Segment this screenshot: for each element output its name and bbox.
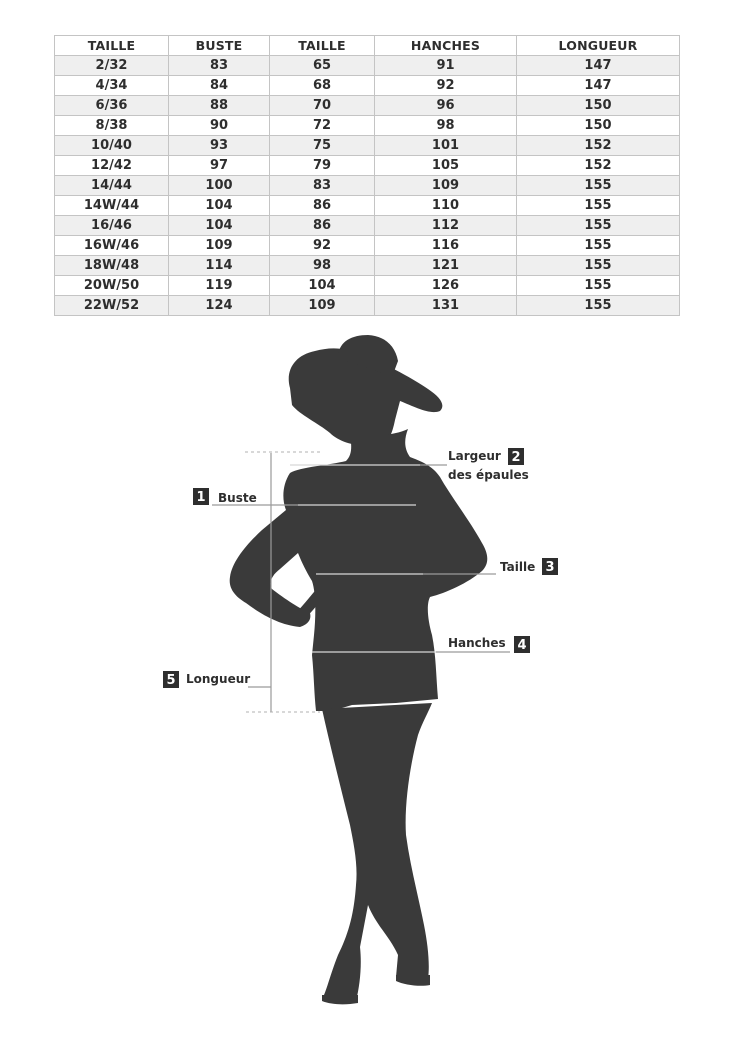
cell-hips: 131 — [375, 296, 517, 316]
table-row — [55, 236, 680, 256]
cell-waist: 68 — [270, 76, 375, 96]
badge-2-number: 2 — [511, 450, 521, 465]
cell-length: 147 — [517, 56, 680, 76]
label-hips — [448, 636, 530, 653]
cell-waist: 70 — [270, 96, 375, 116]
legs — [322, 703, 432, 1001]
cell-waist: 83 — [270, 176, 375, 196]
cell-length: 152 — [517, 156, 680, 176]
cell-hips: 110 — [375, 196, 517, 216]
cell-size: 14W/44 — [55, 196, 169, 216]
cell-bust: 93 — [169, 136, 270, 156]
shoulders-label-line1: Largeur — [448, 449, 501, 463]
cell-bust: 124 — [169, 296, 270, 316]
cell-bust: 88 — [169, 96, 270, 116]
cell-hips: 121 — [375, 256, 517, 276]
label-length — [163, 671, 250, 688]
cell-size: 2/32 — [55, 56, 169, 76]
cell-length: 155 — [517, 296, 680, 316]
right-shoe — [396, 975, 430, 986]
cell-bust: 104 — [169, 216, 270, 236]
cell-length: 155 — [517, 236, 680, 256]
cell-hips: 126 — [375, 276, 517, 296]
cell-size: 18W/48 — [55, 256, 169, 276]
cell-waist: 72 — [270, 116, 375, 136]
cell-length: 155 — [517, 276, 680, 296]
cell-length: 147 — [517, 76, 680, 96]
cell-length: 152 — [517, 136, 680, 156]
cell-length: 155 — [517, 176, 680, 196]
cell-hips: 92 — [375, 76, 517, 96]
cell-waist: 79 — [270, 156, 375, 176]
size-table — [54, 35, 680, 316]
cell-hips: 101 — [375, 136, 517, 156]
cell-hips: 98 — [375, 116, 517, 136]
cell-size: 12/42 — [55, 156, 169, 176]
cell-size: 8/38 — [55, 116, 169, 136]
table-row — [55, 56, 680, 76]
woman-silhouette — [230, 335, 488, 1004]
header-longueur: LONGUEUR — [517, 36, 680, 56]
table-row — [55, 256, 680, 276]
cell-size: 4/34 — [55, 76, 169, 96]
cell-hips: 96 — [375, 96, 517, 116]
cell-length: 155 — [517, 196, 680, 216]
cell-hips: 91 — [375, 56, 517, 76]
bust-label: Buste — [218, 491, 257, 505]
cell-bust: 90 — [169, 116, 270, 136]
cell-bust: 114 — [169, 256, 270, 276]
cell-bust: 83 — [169, 56, 270, 76]
cell-size: 16/46 — [55, 216, 169, 236]
left-shoe — [322, 995, 358, 1004]
badge-3-number: 3 — [545, 560, 555, 575]
cell-hips: 112 — [375, 216, 517, 236]
waist-label: Taille — [500, 560, 536, 574]
cell-hips: 116 — [375, 236, 517, 256]
cell-size: 20W/50 — [55, 276, 169, 296]
cell-waist: 98 — [270, 256, 375, 276]
cell-bust: 104 — [169, 196, 270, 216]
length-label: Longueur — [186, 672, 251, 686]
cell-bust: 109 — [169, 236, 270, 256]
cell-length: 150 — [517, 96, 680, 116]
badge-1-number: 1 — [196, 490, 206, 505]
table-row — [55, 76, 680, 96]
cell-size: 14/44 — [55, 176, 169, 196]
table-body — [55, 56, 680, 316]
table-row — [55, 136, 680, 156]
label-waist — [500, 558, 558, 575]
cell-length: 155 — [517, 216, 680, 236]
badge-4-number: 4 — [517, 638, 527, 653]
cell-waist: 86 — [270, 196, 375, 216]
label-bust — [193, 488, 257, 505]
table-row — [55, 116, 680, 136]
table-row — [55, 156, 680, 176]
cell-hips: 109 — [375, 176, 517, 196]
cell-size: 16W/46 — [55, 236, 169, 256]
cell-length: 155 — [517, 256, 680, 276]
cell-waist: 86 — [270, 216, 375, 236]
table-row — [55, 276, 680, 296]
table-row — [55, 176, 680, 196]
cell-length: 150 — [517, 116, 680, 136]
cell-size: 10/40 — [55, 136, 169, 156]
table-row — [55, 216, 680, 236]
header-taille-waist: TAILLE — [270, 36, 375, 56]
measurement-diagram — [0, 325, 734, 1042]
table-header-row — [55, 36, 680, 56]
badge-5-number: 5 — [166, 673, 176, 688]
header-hanches: HANCHES — [375, 36, 517, 56]
cell-size: 22W/52 — [55, 296, 169, 316]
cell-hips: 105 — [375, 156, 517, 176]
cell-waist: 92 — [270, 236, 375, 256]
cell-size: 6/36 — [55, 96, 169, 116]
cell-waist: 104 — [270, 276, 375, 296]
shoulders-label-line2: des épaules — [448, 468, 529, 482]
label-shoulders — [448, 448, 529, 482]
header-taille: TAILLE — [55, 36, 169, 56]
cell-bust: 100 — [169, 176, 270, 196]
table-row — [55, 196, 680, 216]
table-row — [55, 296, 680, 316]
cell-bust: 97 — [169, 156, 270, 176]
header-buste: BUSTE — [169, 36, 270, 56]
cell-waist: 75 — [270, 136, 375, 156]
cell-bust: 119 — [169, 276, 270, 296]
cell-waist: 65 — [270, 56, 375, 76]
table-row — [55, 96, 680, 116]
hips-label: Hanches — [448, 636, 506, 650]
cell-waist: 109 — [270, 296, 375, 316]
cell-bust: 84 — [169, 76, 270, 96]
